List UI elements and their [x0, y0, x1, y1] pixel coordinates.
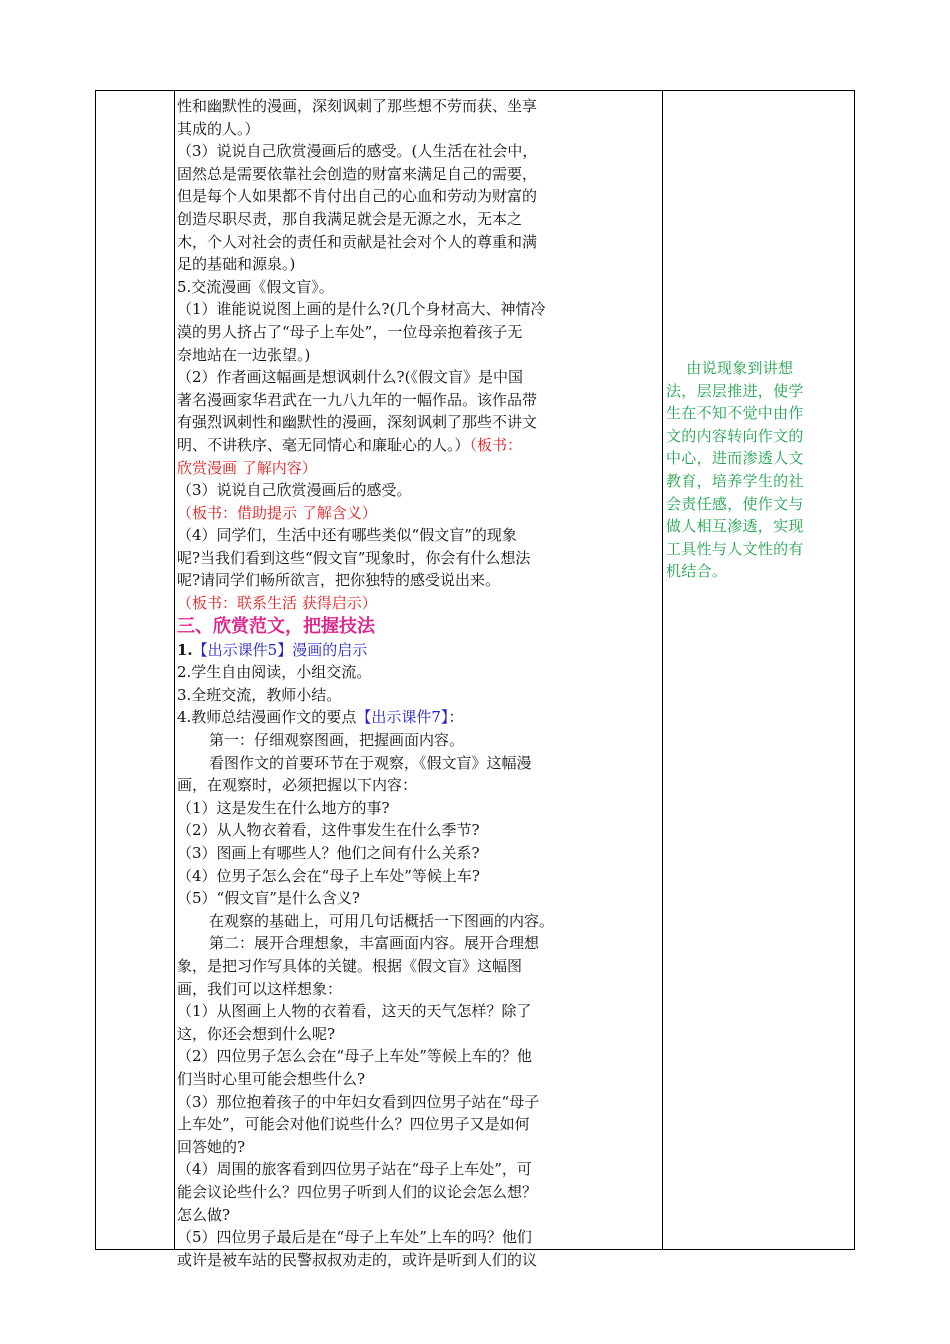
text-line: 在观察的基础上，可用几句话概括一下图画的内容。: [209, 911, 555, 930]
text-line: 木，个人对社会的责任和贡献是社会对个人的尊重和满: [177, 232, 538, 251]
courseware-link[interactable]: 【出示课件5】: [192, 640, 293, 659]
question-line: 回答她的?: [177, 1137, 246, 1156]
text-line: 呢?当我们看到这些“假文盲”现象时，你会有什么想法: [177, 548, 531, 567]
question-line: （2）从人物衣着看，这件事发生在什么季节?: [177, 821, 480, 840]
text-line: 其成的人。）: [177, 119, 260, 138]
text-line: 性和幽默性的漫画，深刻讽刺了那些想不劳而获、坐享: [177, 97, 538, 115]
text-line: （1）谁能说说图上画的是什么?(几个身材高大、神情冷: [177, 300, 546, 319]
text-line: （4）同学们，生活中还有哪些类似“假文盲”的现象: [177, 526, 517, 545]
design-note: [666, 357, 852, 583]
text-line: [177, 434, 661, 457]
question-line: 这，你还会想到什么呢?: [177, 1024, 336, 1043]
text-line: 5.交流漫画《假文盲》。: [177, 277, 334, 296]
question-line: （4）位男子怎么会在“母子上车处”等候上车?: [177, 866, 480, 885]
step-line: 2.学生自由阅读，小组交流。: [177, 663, 372, 682]
text-span: 明、不讲秩序、毫无同情心和廉耻心的人。）: [177, 435, 470, 454]
text-line: （2）作者画这幅画是想讽刺什么?(《假文盲》是中国: [177, 368, 523, 387]
text-line: 画，我们可以这样想象：: [177, 979, 343, 998]
text-line: 呢?请同学们畅所欲言，把你独特的感受说出来。: [177, 571, 501, 590]
question-line: 怎么做?: [177, 1205, 231, 1224]
text-line: 足的基础和源泉。): [177, 255, 296, 274]
board-note: 欣赏漫画 了解内容）: [177, 458, 317, 477]
text-line: （3）说说自己欣赏漫画后的感受。: [177, 481, 412, 500]
text-line: 创造尽职尽责，那自我满足就会是无源之水，无本之: [177, 209, 523, 228]
step-number: 1.: [177, 640, 193, 659]
board-note: （板书：联系生活 获得启示）: [177, 594, 377, 613]
text-line: 画，在观察时，必须把握以下内容：: [177, 776, 418, 795]
section-heading: 三、欣赏范文，把握技法: [177, 615, 375, 637]
question-line: （2）四位男子怎么会在“母子上车处”等候上车的？他: [177, 1047, 532, 1066]
text-line: 有强烈讽刺性和幽默性的漫画，深刻讽刺了那些不讲文: [177, 413, 538, 432]
question-line: （1）从图画上人物的衣着看，这天的天气怎样？除了: [177, 1002, 532, 1021]
note-line: 由说现象到讲想: [666, 359, 794, 377]
note-line: 做人相互渗透，实现: [666, 517, 804, 536]
note-line: 中心，进而渗透人文: [666, 449, 804, 468]
board-note: （板书：: [469, 435, 523, 454]
question-line: （4）周围的旅客看到四位男子站在“母子上车处”，可: [177, 1160, 532, 1179]
question-line: （5）“假文盲”是什么含义?: [177, 889, 360, 908]
text-line: 但是每个人如果都不肯付出自己的心血和劳动为财富的: [177, 187, 538, 206]
note-line: 生在不知不觉中由作: [666, 404, 804, 423]
step-text: 4.教师总结漫画作文的要点: [177, 708, 357, 727]
question-line: 上车处”，可能会对他们说些什么？四位男子又是如何: [177, 1115, 530, 1134]
note-line: 工具性与人文性的有: [666, 539, 804, 558]
step-text: 漫画的启示: [292, 640, 368, 659]
text-line: 固然总是需要依靠社会创造的财富来满足自己的需要，: [177, 164, 538, 183]
note-line: 文的内容转向作文的: [666, 426, 804, 445]
lesson-content: [177, 95, 661, 1269]
point-line: 第一：仔细观察图画，把握画面内容。: [209, 731, 465, 750]
step-line: 3.全班交流，教师小结。: [177, 685, 342, 704]
question-line: 能会议论些什么？四位男子听到人们的议论会怎么想？: [177, 1182, 538, 1201]
question-line: 们当时心里可能会想些什么?: [177, 1069, 366, 1088]
question-line: （3）图画上有哪些人？他们之间有什么关系?: [177, 844, 480, 862]
note-line: 机结合。: [666, 562, 728, 581]
question-line: （5）四位男子最后是在“母子上车处”上车的吗？他们: [177, 1228, 532, 1247]
question-line: 或许是被车站的民警叔叔劝走的，或许是听到人们的议: [177, 1250, 538, 1269]
column-divider-1: [174, 91, 175, 1249]
text-line: 奈地站在一边张望。): [177, 345, 311, 364]
board-note: （板书：借助提示 了解含义）: [177, 503, 377, 522]
step-line: [177, 706, 661, 729]
question-line: （3）那位抱着孩子的中年妇女看到四位男子站在“母子: [177, 1092, 540, 1111]
question-line: （1）这是发生在什么地方的事?: [177, 798, 390, 817]
step-text: ：: [448, 708, 464, 727]
column-divider-2: [662, 91, 663, 1249]
note-line: 教育，培养学生的社: [666, 471, 804, 490]
text-line: 象，是把习作写具体的关键。根据《假文盲》这幅图: [177, 956, 523, 975]
step-line: [177, 639, 661, 662]
text-line: 著名漫画家华君武在一九八九年的一幅作品。该作品带: [177, 390, 538, 409]
note-line: 会责任感，使作文与: [666, 494, 804, 513]
text-line: （3）说说自己欣赏漫画后的感受。(人生活在社会中，: [177, 142, 538, 161]
text-line: 漠的男人挤占了“母子上车处”，一位母亲抱着孩子无: [177, 322, 523, 341]
text-line: 看图作文的首要环节在于观察，《假文盲》这幅漫: [209, 753, 532, 772]
courseware-link[interactable]: 【出示课件7】: [356, 708, 449, 727]
lesson-table: [95, 90, 855, 1269]
point-line: 第二：展开合理想象，丰富画面内容。展开合理想: [209, 934, 540, 953]
note-line: 法，层层推进，使学: [666, 381, 804, 400]
